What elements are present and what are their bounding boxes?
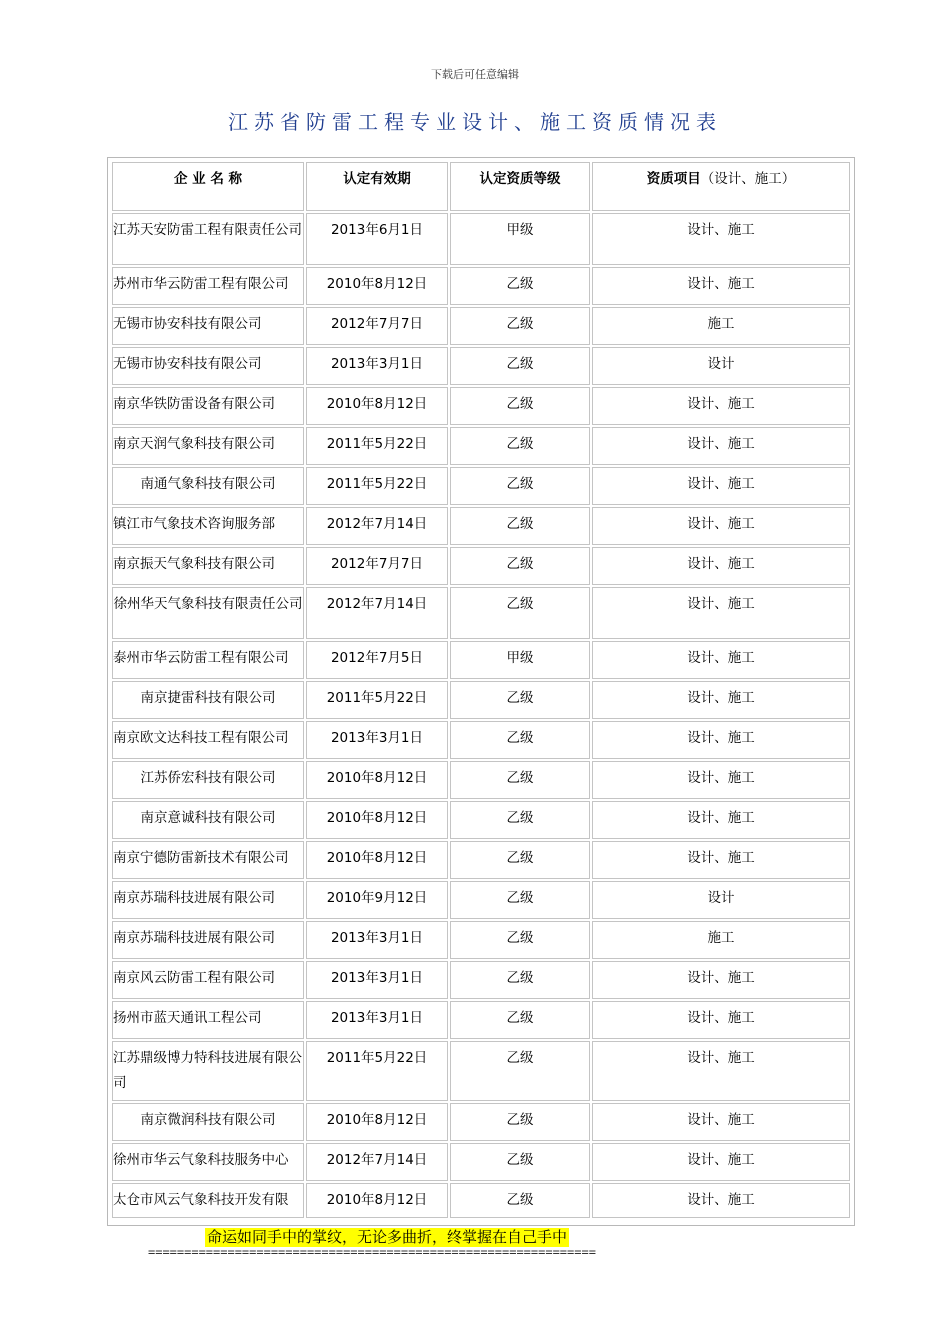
company-name-cell: 苏州市华云防雷工程有限公司: [112, 267, 304, 305]
table-row: [112, 347, 850, 385]
qualification-items-cell: 设计、施工: [592, 641, 850, 679]
company-name-cell: 扬州市蓝天通讯工程公司: [112, 1001, 304, 1039]
company-name-cell: 江苏鼎级博力特科技进展有限公司: [112, 1041, 304, 1101]
qualification-items-cell: 施工: [592, 921, 850, 959]
column-header-level: 认定资质等级: [450, 162, 590, 211]
company-name-cell: 南京欧文达科技工程有限公司: [112, 721, 304, 759]
qualification-level-cell: 乙级: [450, 387, 590, 425]
qualification-level-cell: 甲级: [450, 641, 590, 679]
qualification-items-cell: 设计、施工: [592, 1041, 850, 1101]
table-row: [112, 761, 850, 799]
table-row: [112, 721, 850, 759]
validity-date-cell: 2012年7月14日: [306, 587, 448, 639]
validity-date-cell: 2010年8月12日: [306, 267, 448, 305]
qualification-items-cell: 设计、施工: [592, 761, 850, 799]
qualification-table-container: [107, 157, 855, 1226]
qualification-level-cell: 乙级: [450, 1183, 590, 1218]
qualification-items-cell: 设计、施工: [592, 721, 850, 759]
qualification-level-cell: 乙级: [450, 307, 590, 345]
qualification-items-cell: 设计、施工: [592, 1143, 850, 1181]
table-row: [112, 921, 850, 959]
company-name-cell: 太仓市风云气象科技开发有限: [112, 1183, 304, 1218]
qualification-items-cell: 设计: [592, 347, 850, 385]
validity-date-cell: 2010年8月12日: [306, 841, 448, 879]
qualification-items-cell: 设计、施工: [592, 547, 850, 585]
qualification-level-cell: 乙级: [450, 1001, 590, 1039]
validity-date-cell: 2012年7月5日: [306, 641, 448, 679]
table-row: [112, 547, 850, 585]
table-row: [112, 881, 850, 919]
validity-date-cell: 2010年8月12日: [306, 1103, 448, 1141]
qualification-level-cell: 乙级: [450, 681, 590, 719]
validity-date-cell: 2011年5月22日: [306, 1041, 448, 1101]
table-row: [112, 1143, 850, 1181]
company-name-cell: 南京苏瑞科技进展有限公司: [112, 921, 304, 959]
validity-date-cell: 2011年5月22日: [306, 467, 448, 505]
company-name-cell: 南京苏瑞科技进展有限公司: [112, 881, 304, 919]
validity-date-cell: 2010年8月12日: [306, 801, 448, 839]
validity-date-cell: 2010年8月12日: [306, 387, 448, 425]
validity-date-cell: 2013年3月1日: [306, 921, 448, 959]
table-row: [112, 641, 850, 679]
company-name-cell: 南通气象科技有限公司: [112, 467, 304, 505]
validity-date-cell: 2013年3月1日: [306, 721, 448, 759]
table-row: [112, 1183, 850, 1218]
qualification-level-cell: 乙级: [450, 1143, 590, 1181]
qualification-items-cell: 设计、施工: [592, 267, 850, 305]
table-header-row: [112, 162, 850, 211]
qualification-level-cell: 乙级: [450, 921, 590, 959]
qualification-items-cell: 设计、施工: [592, 1001, 850, 1039]
company-name-cell: 江苏天安防雷工程有限责任公司: [112, 213, 304, 265]
company-name-cell: 徐州华天气象科技有限责任公司: [112, 587, 304, 639]
column-header-items-note: （设计、施工）: [700, 171, 796, 187]
validity-date-cell: 2012年7月14日: [306, 507, 448, 545]
validity-date-cell: 2013年3月1日: [306, 1001, 448, 1039]
column-header-items: [592, 162, 850, 211]
qualification-level-cell: 乙级: [450, 761, 590, 799]
company-name-cell: 南京振天气象科技有限公司: [112, 547, 304, 585]
company-name-cell: 南京华铁防雷设备有限公司: [112, 387, 304, 425]
company-name-cell: 南京微润科技有限公司: [112, 1103, 304, 1141]
qualification-level-cell: 乙级: [450, 1103, 590, 1141]
qualification-level-cell: 乙级: [450, 1041, 590, 1101]
validity-date-cell: 2011年5月22日: [306, 427, 448, 465]
company-name-cell: 南京意诚科技有限公司: [112, 801, 304, 839]
company-name-cell: 南京捷雷科技有限公司: [112, 681, 304, 719]
company-name-cell: 无锡市协安科技有限公司: [112, 307, 304, 345]
validity-date-cell: 2013年6月1日: [306, 213, 448, 265]
qualification-items-cell: 设计、施工: [592, 1183, 850, 1218]
qualification-items-cell: 设计、施工: [592, 841, 850, 879]
column-header-items-label: 资质项目: [646, 171, 701, 187]
company-name-cell: 江苏侨宏科技有限公司: [112, 761, 304, 799]
qualification-level-cell: 乙级: [450, 801, 590, 839]
qualification-level-cell: 乙级: [450, 881, 590, 919]
validity-date-cell: 2012年7月7日: [306, 307, 448, 345]
company-name-cell: 南京宁德防雷新技术有限公司: [112, 841, 304, 879]
header-note: 下载后可任意编辑: [431, 68, 519, 81]
qualification-items-cell: 设计、施工: [592, 801, 850, 839]
column-header-validity: 认定有效期: [306, 162, 448, 211]
qualification-level-cell: 乙级: [450, 961, 590, 999]
validity-date-cell: 2012年7月7日: [306, 547, 448, 585]
divider-line: ==============================================================: [148, 1245, 596, 1259]
table-row: [112, 841, 850, 879]
table-body: [112, 213, 850, 1218]
qualification-level-cell: 乙级: [450, 427, 590, 465]
table-row: [112, 507, 850, 545]
qualification-table: [110, 160, 852, 1220]
qualification-items-cell: 设计、施工: [592, 387, 850, 425]
table-row: [112, 1103, 850, 1141]
qualification-level-cell: 乙级: [450, 721, 590, 759]
table-row: [112, 1001, 850, 1039]
table-row: [112, 587, 850, 639]
validity-date-cell: 2013年3月1日: [306, 347, 448, 385]
company-name-cell: 南京天润气象科技有限公司: [112, 427, 304, 465]
table-row: [112, 267, 850, 305]
qualification-level-cell: 乙级: [450, 467, 590, 505]
qualification-level-cell: 甲级: [450, 213, 590, 265]
qualification-items-cell: 设计、施工: [592, 467, 850, 505]
qualification-level-cell: 乙级: [450, 347, 590, 385]
qualification-items-cell: 设计、施工: [592, 427, 850, 465]
qualification-items-cell: 施工: [592, 307, 850, 345]
qualification-level-cell: 乙级: [450, 547, 590, 585]
qualification-items-cell: 设计、施工: [592, 507, 850, 545]
table-row: [112, 387, 850, 425]
qualification-level-cell: 乙级: [450, 587, 590, 639]
motto-highlight: 命运如同手中的掌纹，无论多曲折，终掌握在自己手中: [207, 1228, 568, 1246]
page-title: 江苏省防雷工程专业设计、施工资质情况表: [228, 110, 722, 134]
validity-date-cell: 2011年5月22日: [306, 681, 448, 719]
qualification-items-cell: 设计、施工: [592, 213, 850, 265]
table-row: [112, 1041, 850, 1101]
table-row: [112, 467, 850, 505]
qualification-level-cell: 乙级: [450, 507, 590, 545]
company-name-cell: 南京风云防雷工程有限公司: [112, 961, 304, 999]
company-name-cell: 徐州市华云气象科技服务中心: [112, 1143, 304, 1181]
table-row: [112, 801, 850, 839]
table-row: [112, 213, 850, 265]
qualification-level-cell: 乙级: [450, 841, 590, 879]
table-row: [112, 961, 850, 999]
company-name-cell: 无锡市协安科技有限公司: [112, 347, 304, 385]
qualification-items-cell: 设计、施工: [592, 587, 850, 639]
company-name-cell: 泰州市华云防雷工程有限公司: [112, 641, 304, 679]
validity-date-cell: 2010年8月12日: [306, 1183, 448, 1218]
table-row: [112, 427, 850, 465]
qualification-items-cell: 设计: [592, 881, 850, 919]
column-header-company: 企 业 名 称: [112, 162, 304, 211]
qualification-items-cell: 设计、施工: [592, 681, 850, 719]
validity-date-cell: 2012年7月14日: [306, 1143, 448, 1181]
table-row: [112, 681, 850, 719]
qualification-items-cell: 设计、施工: [592, 961, 850, 999]
validity-date-cell: 2013年3月1日: [306, 961, 448, 999]
qualification-items-cell: 设计、施工: [592, 1103, 850, 1141]
qualification-level-cell: 乙级: [450, 267, 590, 305]
company-name-cell: 镇江市气象技术咨询服务部: [112, 507, 304, 545]
validity-date-cell: 2010年8月12日: [306, 761, 448, 799]
table-row: [112, 307, 850, 345]
validity-date-cell: 2010年9月12日: [306, 881, 448, 919]
